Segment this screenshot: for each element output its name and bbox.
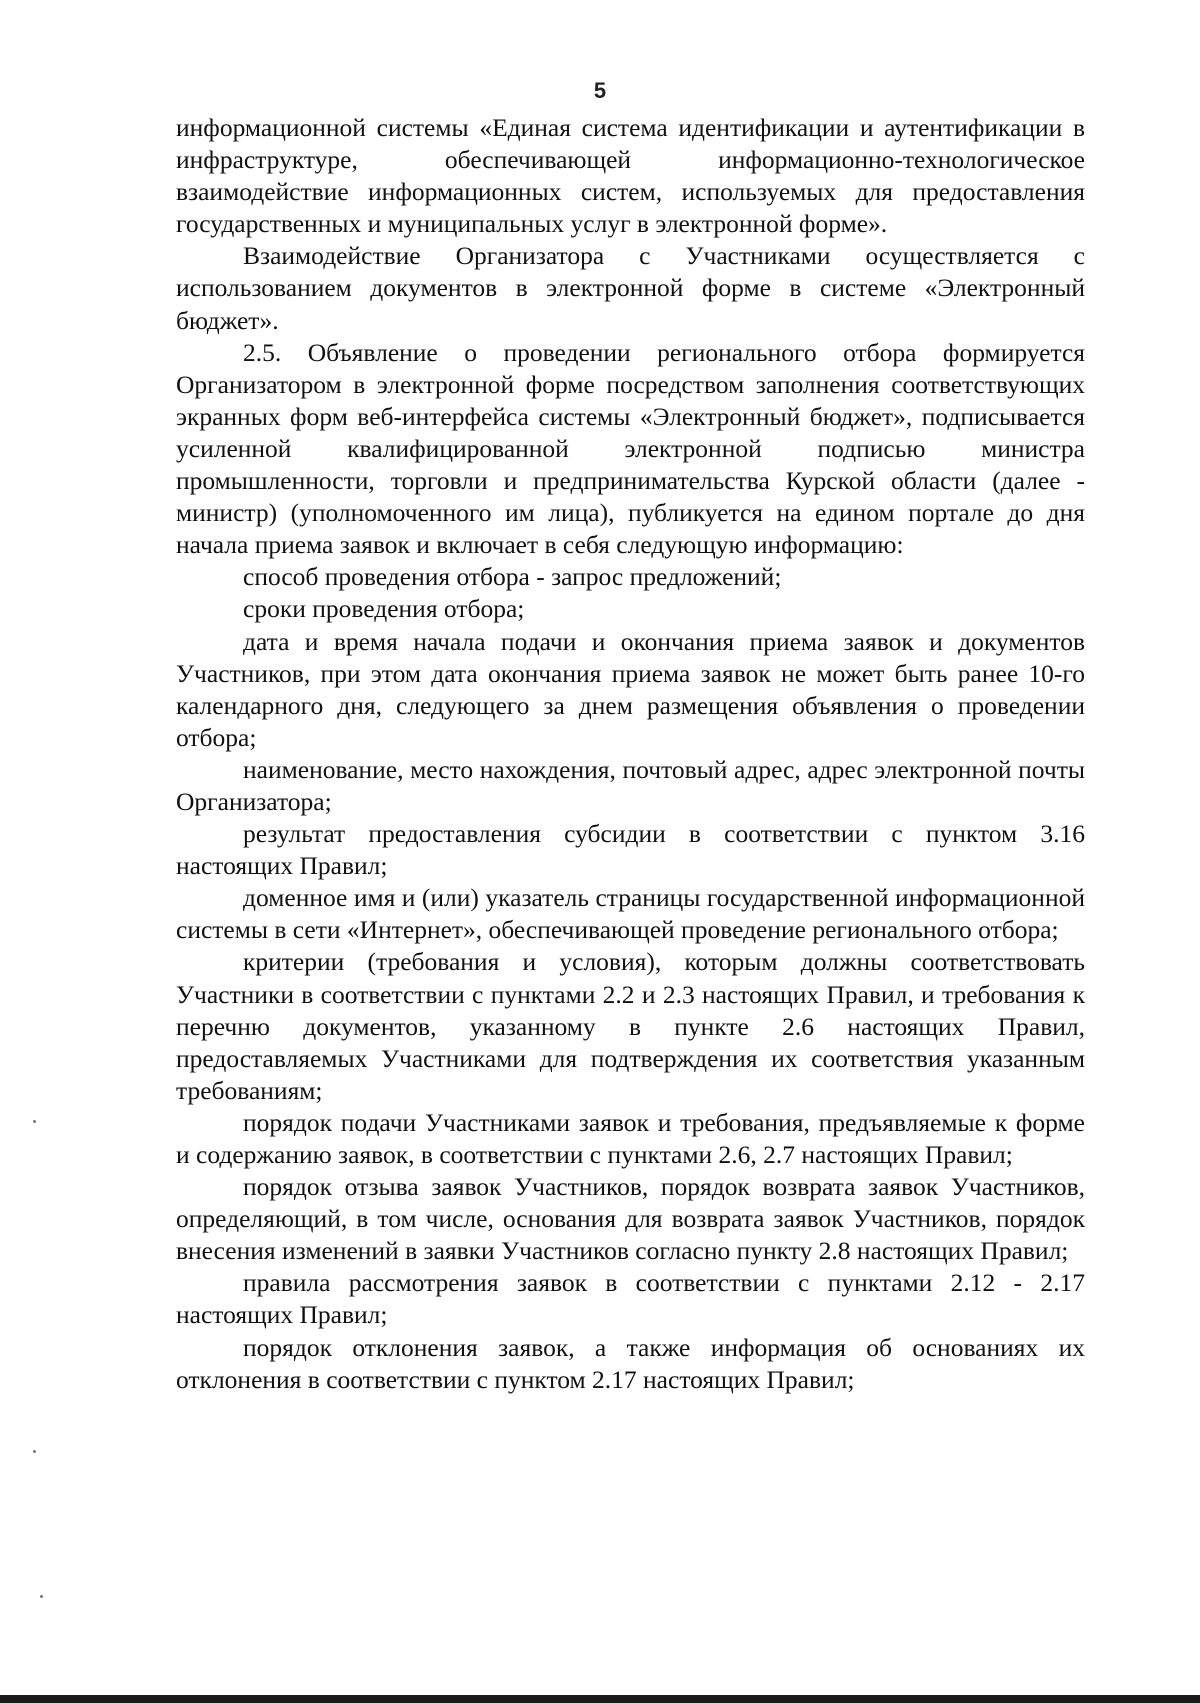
list-item-selection-dates: сроки проведения отбора; xyxy=(243,594,525,624)
list-item-organizer-contacts: наименование, место нахождения, почтовый адрес, адрес электронной почты Организатора; xyxy=(176,754,1085,816)
list-item-criteria: критерии (требования и условия), которым должны соответствовать Участники в соответствии с пунктами 2.2 и 2.3 настоящих Правил, и требования к перечню документов, указанному в пункте 2.6 настоящих Правил, предоставляемых Участниками для подтверждения их соответствия указанным требованиям; xyxy=(176,947,1085,1105)
list-item-rejection-procedure: порядок отклонения заявок, а также информация об основаниях их отклонения в соответствии с пунктом 2.17 настоящих Правил; xyxy=(176,1332,1085,1394)
list-item-domain-name: доменное имя и (или) указатель страницы государственной информационной системы в сети «Интернет», обеспечивающей проведение регионального отбора; xyxy=(176,883,1085,945)
list-item-subsidy-result: результат предоставления субсидии в соответствии с пунктом 3.16 настоящих Правил; xyxy=(176,819,1085,881)
scan-bottom-edge xyxy=(0,1695,1200,1703)
list-item-withdrawal-procedure: порядок отзыва заявок Участников, порядок возврата заявок Участников, определяющий, в том числе, основания для возврата заявок Участников, порядок внесения изменений в заявки Участников согласно пункту 2.8 настоящих Правил; xyxy=(176,1172,1085,1266)
scan-speck xyxy=(40,1595,43,1598)
paragraph-2-5-announcement: 2.5. Объявление о проведении регионального отбора формируется Организатором в электронной форме посредством заполнения соответствующих экранных форм веб-интерфейса системы «Электронный бюджет», подписывается усиленной квалифицированной электронной подписью министра промышленности, торговли и предпринимательства Курской области (далее - министр) (уполномоченного им лица), публикуется на едином портале до дня начала приема заявок и включает в себя следующую информацию: xyxy=(176,337,1085,560)
document-body xyxy=(176,112,1085,1396)
scan-speck xyxy=(33,1120,36,1123)
list-item-application-dates: дата и время начала подачи и окончания приема заявок и документов Участников, при этом дата окончания приема заявок не может быть ранее 10-го календарного дня, следующего за днем размещения объявления о проведении отбора; xyxy=(176,626,1085,752)
paragraph-esia-continuation: информационной системы «Единая система идентификации и аутентификации в инфраструктуре, обеспечивающей информационно-технологическое взаимодействие информационных систем, используемых для предоставления государственных и муниципальных услуг в электронной форме». xyxy=(176,113,1085,239)
list-item-submission-procedure: порядок подачи Участниками заявок и требования, предъявляемые к форме и содержанию заявок, в соответствии с пунктами 2.6, 2.7 настоящих Правил; xyxy=(176,1107,1085,1169)
scan-speck xyxy=(33,1450,36,1453)
list-item-selection-method: способ проведения отбора - запрос предложений; xyxy=(243,562,782,592)
list-item-review-rules: правила рассмотрения заявок в соответствии с пунктами 2.12 - 2.17 настоящих Правил; xyxy=(176,1268,1085,1330)
page-number: 5 xyxy=(593,78,607,103)
paragraph-interaction: Взаимодействие Организатора с Участниками осуществляется с использованием документов в электронной форме в системе «Электронный бюджет». xyxy=(176,241,1085,335)
